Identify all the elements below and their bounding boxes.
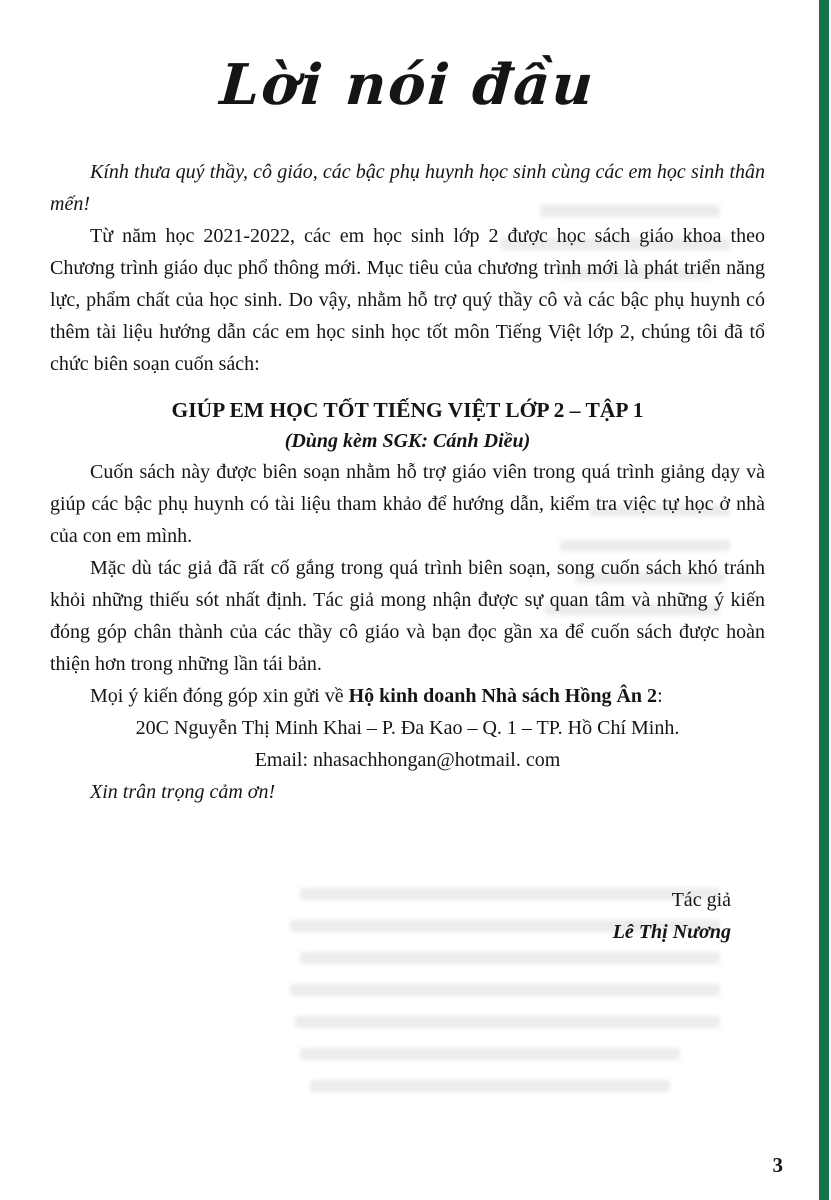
showthrough-artifact [290, 984, 720, 996]
address-line: 20C Nguyễn Thị Minh Khai – P. Đa Kao – Q. 1 – TP. Hồ Chí Minh. [135, 717, 680, 739]
showthrough-artifact [300, 1048, 680, 1060]
author-label: Tác giả [671, 889, 731, 911]
showthrough-artifact [300, 952, 720, 964]
author-name: Lê Thị Nương [612, 921, 731, 943]
page-title: Lời nói đầu [217, 52, 598, 118]
book-title: GIÚP EM HỌC TỐT TIẾNG VIỆT LỚP 2 – TẬP 1 [171, 398, 644, 422]
page-edge-accent-bar [819, 0, 829, 1200]
greeting-paragraph: Kính thưa quý thầy, cô giáo, các bậc phụ huynh học sinh cùng các em học sinh thân mến! [50, 161, 765, 215]
feedback-prefix: Mọi ý kiến đóng góp xin gửi về [90, 685, 349, 707]
feedback-organization: Hộ kinh doanh Nhà sách Hồng Ân 2 [348, 685, 658, 707]
page-content [50, 0, 765, 948]
page-number: 3 [772, 1153, 783, 1177]
apology-paragraph: Mặc dù tác giả đã rất cố gắng trong quá trình biên soạn, song cuốn sách khó tránh khỏi những thiếu sót nhất định. Tác giả mong nhận được sự quan tâm và những ý kiến đóng góp chân thành của các thầy cô giáo và bạn đọc gần xa để cuốn sách được hoàn thiện hơn trong những lần tái bản. [50, 557, 765, 675]
thanks-line: Xin trân trọng cảm ơn! [90, 781, 276, 803]
feedback-paragraph [50, 680, 765, 712]
feedback-colon: : [657, 685, 663, 707]
book-subtitle: (Dùng kèm SGK: Cánh Diều) [284, 430, 531, 452]
email-line: Email: nhasachhongan@hotmail. com [254, 749, 561, 771]
showthrough-artifact [310, 1080, 670, 1092]
intro-paragraph: Từ năm học 2021-2022, các em học sinh lớp 2 được học sách giáo khoa theo Chương trình giáo dục phổ thông mới. Mục tiêu của chương trình mới là phát triển năng lực, phẩm chất của học sinh. Do vậy, nhằm hỗ trợ quý thầy cô và các bậc phụ huynh có thêm tài liệu hướng dẫn các em học sinh học tốt môn Tiếng Việt lớp 2, chúng tôi đã tổ chức biên soạn cuốn sách: [50, 225, 765, 375]
showthrough-artifact [295, 1016, 720, 1028]
author-block [50, 884, 765, 948]
purpose-paragraph: Cuốn sách này được biên soạn nhằm hỗ trợ giáo viên trong quá trình giảng dạy và giúp các bậc phụ huynh có tài liệu tham khảo để hướng dẫn, kiểm tra việc tự học ở nhà của con em mình. [50, 461, 765, 547]
